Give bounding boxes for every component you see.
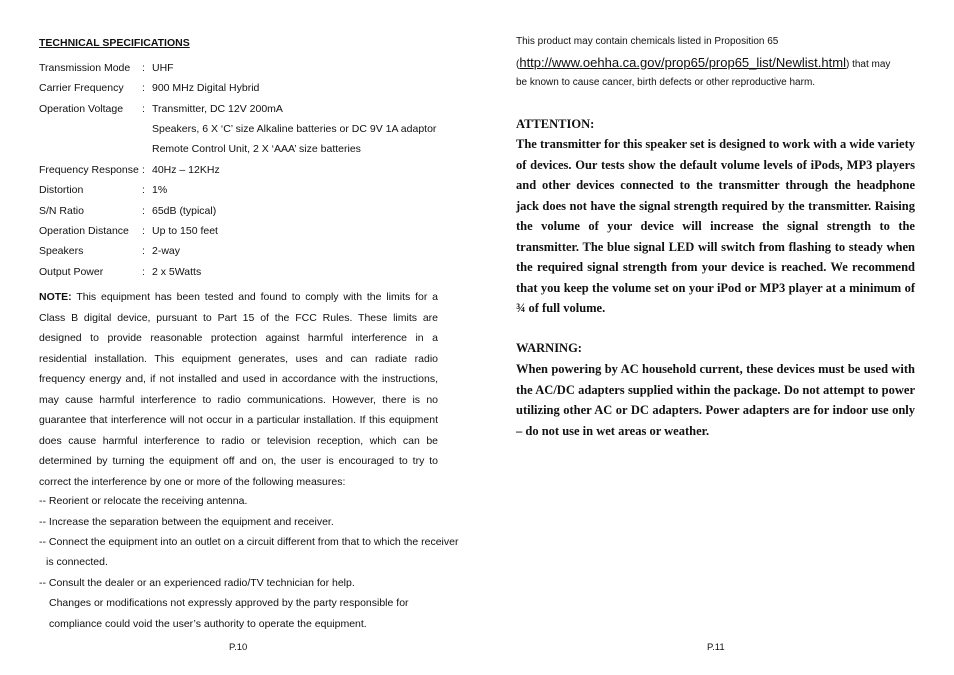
spec-label: Operation Distance bbox=[39, 225, 129, 237]
attention-heading: ATTENTION: bbox=[516, 117, 595, 131]
measure-item: -- Reorient or relocate the receiving antenna. bbox=[39, 495, 248, 507]
page-number: P.11 bbox=[707, 642, 725, 653]
spec-value: UHF bbox=[152, 62, 174, 74]
changes-notice: Changes or modifications not expressly approved by the party responsible for bbox=[49, 597, 409, 609]
measure-item: -- Consult the dealer or an experienced radio/TV technician for help. bbox=[39, 577, 355, 589]
measure-item: is connected. bbox=[46, 556, 108, 568]
changes-notice: compliance could void the user’s authority to operate the equipment. bbox=[49, 618, 367, 630]
specifications-title: TECHNICAL SPECIFICATIONS bbox=[39, 37, 190, 49]
prop65-link[interactable]: http://www.oehha.ca.gov/prop65/prop65_list/Newlist.html bbox=[519, 55, 846, 70]
prop65-notice: This product may contain chemicals listed in Proposition 65 bbox=[516, 36, 779, 47]
spec-colon: : bbox=[142, 205, 145, 217]
warning-text: When powering by AC household current, these devices must be used with the AC/DC adapters supplied within the package. Do not attempt to power utilizing other AC or DC adapters. Power adapters are for indoor use only – do not use in wet areas or weather. bbox=[516, 362, 915, 438]
prop65-url-line bbox=[516, 55, 890, 70]
spec-value: Up to 150 feet bbox=[152, 225, 218, 237]
spec-value: 2 x 5Watts bbox=[152, 266, 202, 278]
spec-label: Output Power bbox=[39, 266, 104, 278]
spec-colon: : bbox=[142, 103, 145, 115]
spec-value: Remote Control Unit, 2 X ‘AAA’ size batteries bbox=[152, 143, 361, 155]
spec-colon: : bbox=[142, 266, 145, 278]
spec-value: Speakers, 6 X ‘C’ size Alkaline batteries or DC 9V 1A adaptor bbox=[152, 123, 437, 135]
spec-label: Speakers bbox=[39, 245, 84, 257]
warning-heading: WARNING: bbox=[516, 341, 582, 355]
spec-colon: : bbox=[142, 82, 145, 94]
attention-text: The transmitter for this speaker set is designed to work with a wide variety of devices. Our tests show the default volume levels of iPods, MP3 players and other devices connected to the transmitter through the headphone jack does not have the signal strength required by the transmitter. Raising the volume of your device will increase the signal strength to the transmitter. The blue signal LED will switch from flashing to steady when the required signal strength from your device is reached. We recommend that you keep the volume set on your iPod or MP3 player at a minimum of ¾ of full volume. bbox=[516, 137, 915, 315]
fcc-note bbox=[39, 287, 438, 492]
spec-colon: : bbox=[142, 164, 145, 176]
prop65-notice: be known to cause cancer, birth defects or other reproductive harm. bbox=[516, 77, 816, 88]
spec-value: Transmitter, DC 12V 200mA bbox=[152, 103, 283, 115]
prop65-paren-close: ) that may bbox=[845, 59, 891, 70]
spec-colon: : bbox=[142, 62, 145, 74]
spec-label: Transmission Mode bbox=[39, 62, 131, 74]
page-number: P.10 bbox=[229, 642, 248, 653]
spec-label: Operation Voltage bbox=[39, 103, 124, 115]
spec-colon: : bbox=[142, 225, 145, 237]
right-page bbox=[477, 0, 954, 675]
measure-item: -- Connect the equipment into an outlet on a circuit different from that to which the receiver bbox=[39, 536, 459, 548]
spec-label: S/N Ratio bbox=[39, 205, 84, 217]
note-label: NOTE: bbox=[39, 291, 72, 303]
spec-label: Carrier Frequency bbox=[39, 82, 124, 94]
spec-colon: : bbox=[142, 184, 145, 196]
spec-value: 65dB (typical) bbox=[152, 205, 217, 217]
spec-value: 1% bbox=[152, 184, 168, 196]
spec-value: 40Hz – 12KHz bbox=[152, 164, 220, 176]
measure-item: -- Increase the separation between the equipment and receiver. bbox=[39, 516, 334, 528]
spec-value: 900 MHz Digital Hybrid bbox=[152, 82, 260, 94]
spec-value: 2-way bbox=[152, 245, 181, 257]
prop65-paren-open: ( bbox=[516, 59, 520, 70]
note-text: This equipment has been tested and found to comply with the limits for a Class B digital device, pursuant to Part 15 of the FCC Rules. These limits are designed to provide reasonable protection against harmful interference in a residential installation. This equipment generates, uses and can radiate radio frequency energy and, if not installed and used in accordance with the instructions, may cause harmful interference to radio communications. However, there is no guarantee that interference will not occur in a particular installation. If this equipment does cause harmful interference to radio or television reception, which can be determined by turning the equipment off and on, the user is encouraged to try to correct the interference by one or more of the following measures: bbox=[39, 291, 438, 488]
spec-label: Frequency Response bbox=[39, 164, 139, 176]
spec-colon: : bbox=[142, 245, 145, 257]
spec-label: Distortion bbox=[39, 184, 84, 196]
